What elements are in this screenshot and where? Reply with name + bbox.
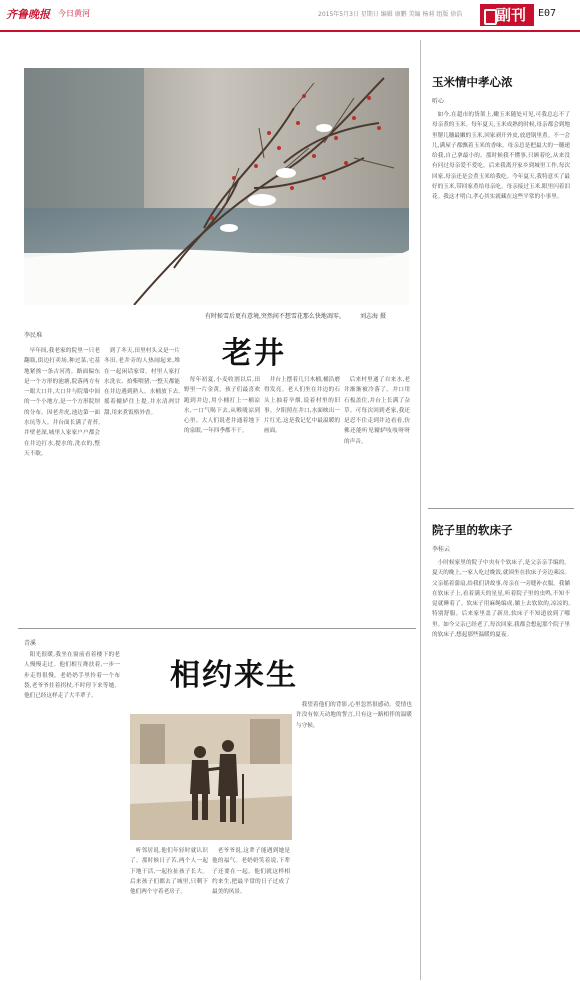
side-story2-title: 院子里的软床子 bbox=[432, 523, 513, 537]
side-story2-body bbox=[432, 558, 570, 976]
masthead-logo: 齐鲁晚报 bbox=[6, 8, 50, 21]
story1-col4-text: 井台上摆着几只木桶,桶沿磨得发亮。老人们坐在井边的石头上抽着旱烟,说着村里的旧事。夕阳照在井口,水面映出一片红光,这是我记忆中最温暖的画面。 bbox=[264, 377, 340, 435]
story2-column-3 bbox=[212, 846, 290, 976]
story1-column-2 bbox=[104, 346, 180, 618]
story1-col2-text: 到了冬天,田里村头又是一片冬田,老井旁的人热闹起来,堆在一起闲话家常。村里人家打水洗衣、拾柴喂猪,一整天都能在井边遇到熟人。水桶放下去,摇着辘轳往上提,井水清冽甘甜,用来煮饭格外香。 bbox=[104, 348, 180, 416]
story1-col1-text: 早年间,我老家的院里一只老翻瓶,街边打卖场,种过菜,宅基地紧挨一条古河湾。路面偏东是一个方形的池塘,院落两方有一眼大口井,大口井与院墙中间的一个小地方,是一个方形院坝的分布。因老井虎,池边第一面水坑等人。井台面长满了青苔,井壁老深,城里人家家户户都会在井边打水,提水的,洗衣的,整天不歇。 bbox=[24, 348, 100, 457]
story-divider bbox=[18, 628, 416, 629]
side-divider bbox=[428, 508, 574, 509]
story2-col3-text: 老爷爷说,这辈子能遇到她是他的福气。老奶奶笑着说,下辈子还要在一起。他们就这样相约来生,把最平常的日子过成了最美的风景。 bbox=[212, 848, 290, 896]
side-story1-body bbox=[432, 110, 570, 508]
story1-column-1 bbox=[24, 346, 100, 618]
story2-column-2 bbox=[130, 846, 208, 976]
header-rule bbox=[0, 30, 580, 32]
snow-branch-illustration bbox=[24, 68, 409, 305]
story1-title: 老井 bbox=[222, 336, 286, 371]
photo-credit: 刘志海 摄 bbox=[360, 313, 386, 320]
column-rule bbox=[420, 40, 421, 980]
side-story2-author: 李桂云 bbox=[432, 546, 451, 553]
page-header bbox=[0, 0, 580, 30]
side-story1-text: 如今,在超市的货架上,嫩玉米随处可见,可我总忘不了母亲煮的玉米。每年夏天,玉米成熟的时候,母亲都会到地里掰几穗最嫩的玉米,回家剥开外皮,放进锅里煮。不一会儿,满屋子都飘着玉米的香味。母亲总是把最大的一穗递给我,自己拿最小的。那时候我不懂事,只顾着吃,从来没有问过母亲爱不爱吃。后来我离开家乡到城里工作,每次回家,母亲还是会煮玉米给我吃。今年夏天,我特意买了最好的玉米,带回家煮给母亲吃。母亲接过玉米,眼里闪着泪花。我这才明白,孝心其实就藏在这些平常的小事里。 bbox=[432, 112, 570, 201]
elderly-couple-illustration bbox=[130, 714, 292, 840]
story2-author: 青溪 bbox=[24, 640, 37, 647]
story2-column-1 bbox=[24, 650, 120, 975]
story1-col3-text: 每年初夏,小麦收割以后,田野里一片金黄。孩子们最喜欢跑到井边,用小桶打上一桶凉水,一口气喝下去,从喉咙凉到心里。大人们说老井通着地下的泉眼,一年四季都不干。 bbox=[184, 377, 260, 435]
supplement-badge: 副刊 bbox=[480, 4, 534, 26]
story2-col2-text: 听邻居说,他们年轻时就认识了。那时候日子苦,两个人一起下地干活,一起拉扯孩子长大。后来孩子们都去了城里,只剩下他们两个守着老房子。 bbox=[130, 848, 208, 896]
side-story1-author: 听心 bbox=[432, 98, 445, 105]
story2-title: 相约来生 bbox=[170, 658, 298, 693]
story1-column-3 bbox=[184, 375, 260, 618]
story1-author: 李民堆 bbox=[24, 332, 43, 339]
story1-column-4 bbox=[264, 375, 340, 618]
story1-column-5 bbox=[344, 375, 410, 618]
elderly-couple-photo bbox=[130, 714, 292, 840]
section-tag: 今日黄河 bbox=[58, 9, 90, 18]
photo-caption: 有时候雪后更有意境,突然间不想雪花那么快地凋零。 bbox=[205, 313, 345, 320]
story1-col5-text: 后来村里通了自来水,老井渐渐被冷落了。井口用石板盖住,井台上长满了杂草。可每次回到老家,我还是忍不住走到井边看看,仿佛还能听见辘轳吱吱呀呀的声音。 bbox=[344, 377, 410, 445]
story2-column-4 bbox=[296, 700, 412, 976]
story2-col1-text: 阳光很暖,我坐在窗前看着楼下的老人慢慢走过。他们相互搀扶着,一步一步走得很慢。老奶奶手里拎着一个布袋,老爷爷拄着拐杖,不时停下来等她。他们已经这样走了大半辈子。 bbox=[24, 652, 120, 700]
side-story2-text: 小时候家里的院子中央有个软床子,是父亲亲手编的。夏天的晚上,一家人吃过晚饭,就围坐在软床子旁边乘凉。父亲摇着蒲扇,给我们讲故事,母亲在一旁缝补衣服。我躺在软床子上,看着满天的星星,听着院子里的虫鸣,不知不觉就睡着了。软床子用麻绳编成,躺上去软软的,凉凉的,特别舒服。后来家里盖了新房,软床子不知道放到了哪里。如今父亲已经老了,每次回家,我都会想起那个院子里的软床子,想起那些温暖的夏夜。 bbox=[432, 560, 570, 639]
snow-branch-photo bbox=[24, 68, 409, 305]
side-story1-title: 玉米情中孝心浓 bbox=[432, 75, 513, 89]
story2-col4-text: 我望着他们的背影,心里忽然很感动。爱情也许没有惊天动地的誓言,只有这一路相伴的温暖与守候。 bbox=[296, 702, 412, 729]
page-number: E07 bbox=[538, 8, 557, 19]
issue-meta: 2015年5月3日 星期日 编辑 康鹏 美编 杨莉 组版 徐浩 bbox=[318, 11, 463, 18]
